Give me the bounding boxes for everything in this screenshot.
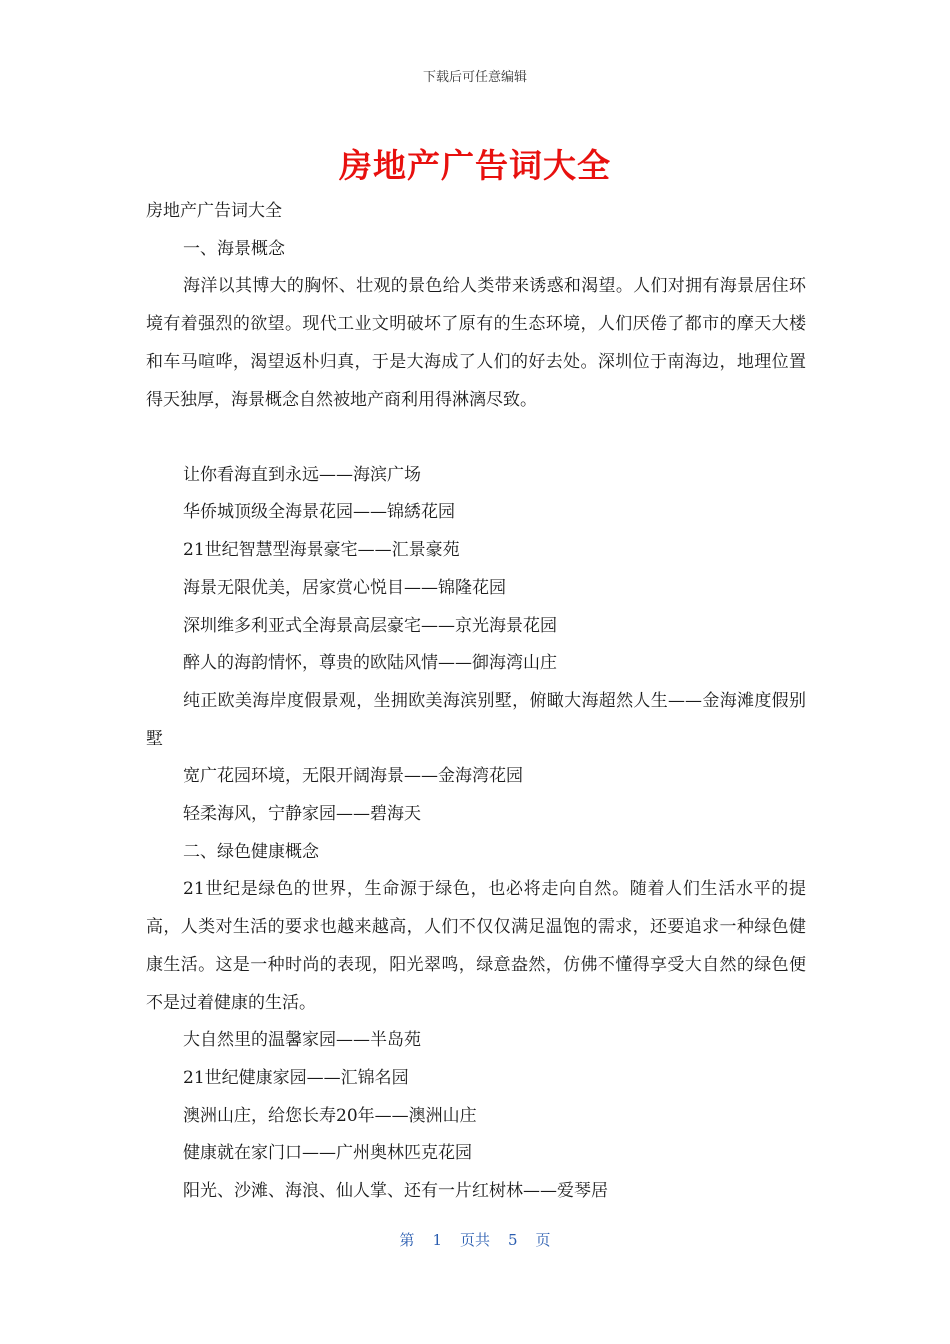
slogan-item: 澳洲山庄，给您长寿20年——澳洲山庄 (183, 1105, 477, 1126)
document-body (146, 193, 806, 1211)
page-label-prefix: 第 (399, 1231, 415, 1249)
slogan-item: 海景无限优美，居家赏心悦目——锦隆花园 (183, 577, 506, 598)
slogan-item: 轻柔海风，宁静家园——碧海天 (183, 804, 421, 825)
section-paragraph-1: 海洋以其博大的胸怀、壮观的景色给人类带来诱惑和渴望。人们对拥有海景居住环境有着强烈的欲望。现代工业文明破坏了原有的生态环境，人们厌倦了都市的摩天大楼和车马喧哗，渴望返朴归真，于是大海成了人们的好去处。深圳位于南海边，地理位置得天独厚，海景概念自然被地产商利用得淋漓尽致。 (146, 276, 806, 410)
document-title: 房地产广告词大全 (339, 146, 611, 185)
page-label-middle: 页共 (459, 1231, 490, 1249)
slogan-item: 华侨城顶级全海景花园——锦綉花园 (183, 502, 455, 523)
slogan-item: 让你看海直到永远——海滨广场 (183, 464, 421, 485)
page-footer (0, 1229, 950, 1250)
total-pages: 5 (508, 1231, 518, 1249)
slogan-item: 大自然里的温馨家园——半岛苑 (183, 1030, 421, 1051)
header-note: 下载后可任意编辑 (422, 70, 527, 85)
slogan-item: 阳光、沙滩、海浪、仙人掌、还有一片红树林——爱琴居 (183, 1181, 608, 1202)
section-paragraph-2: 21世纪是绿色的世界，生命源于绿色，也必将走向自然。随着人们生活水平的提高，人类对生活的要求也越来越高，人们不仅仅满足温饱的需求，还要追求一种绿色健康生活。这是一种时尚的表现，阳光翠鸣，绿意盎然，仿佛不懂得享受大自然的绿色便不是过着健康的生活。 (146, 879, 806, 1013)
subtitle: 房地产广告词大全 (146, 201, 282, 221)
section-heading-1: 一、海景概念 (183, 238, 285, 259)
slogan-item: 健康就在家门口——广州奥林匹克花园 (183, 1143, 472, 1164)
section-heading-2: 二、绿色健康概念 (183, 841, 319, 862)
slogan-item: 醉人的海韵情怀，尊贵的欧陆风情——御海湾山庄 (183, 653, 557, 674)
slogan-item: 纯正欧美海岸度假景观，坐拥欧美海滨别墅，俯瞰大海超然人生——金海滩度假别墅 (146, 690, 806, 749)
page-number: 1 (432, 1231, 442, 1249)
page-label-suffix: 页 (535, 1231, 551, 1249)
blank-line (146, 419, 806, 457)
slogan-item: 深圳维多利亚式全海景高层豪宅——京光海景花园 (183, 615, 557, 636)
slogan-item: 21世纪健康家园——汇锦名园 (183, 1067, 409, 1088)
slogan-item: 宽广花园环境，无限开阔海景——金海湾花园 (183, 766, 523, 787)
slogan-item: 21世纪智慧型海景豪宅——汇景豪苑 (183, 540, 460, 561)
